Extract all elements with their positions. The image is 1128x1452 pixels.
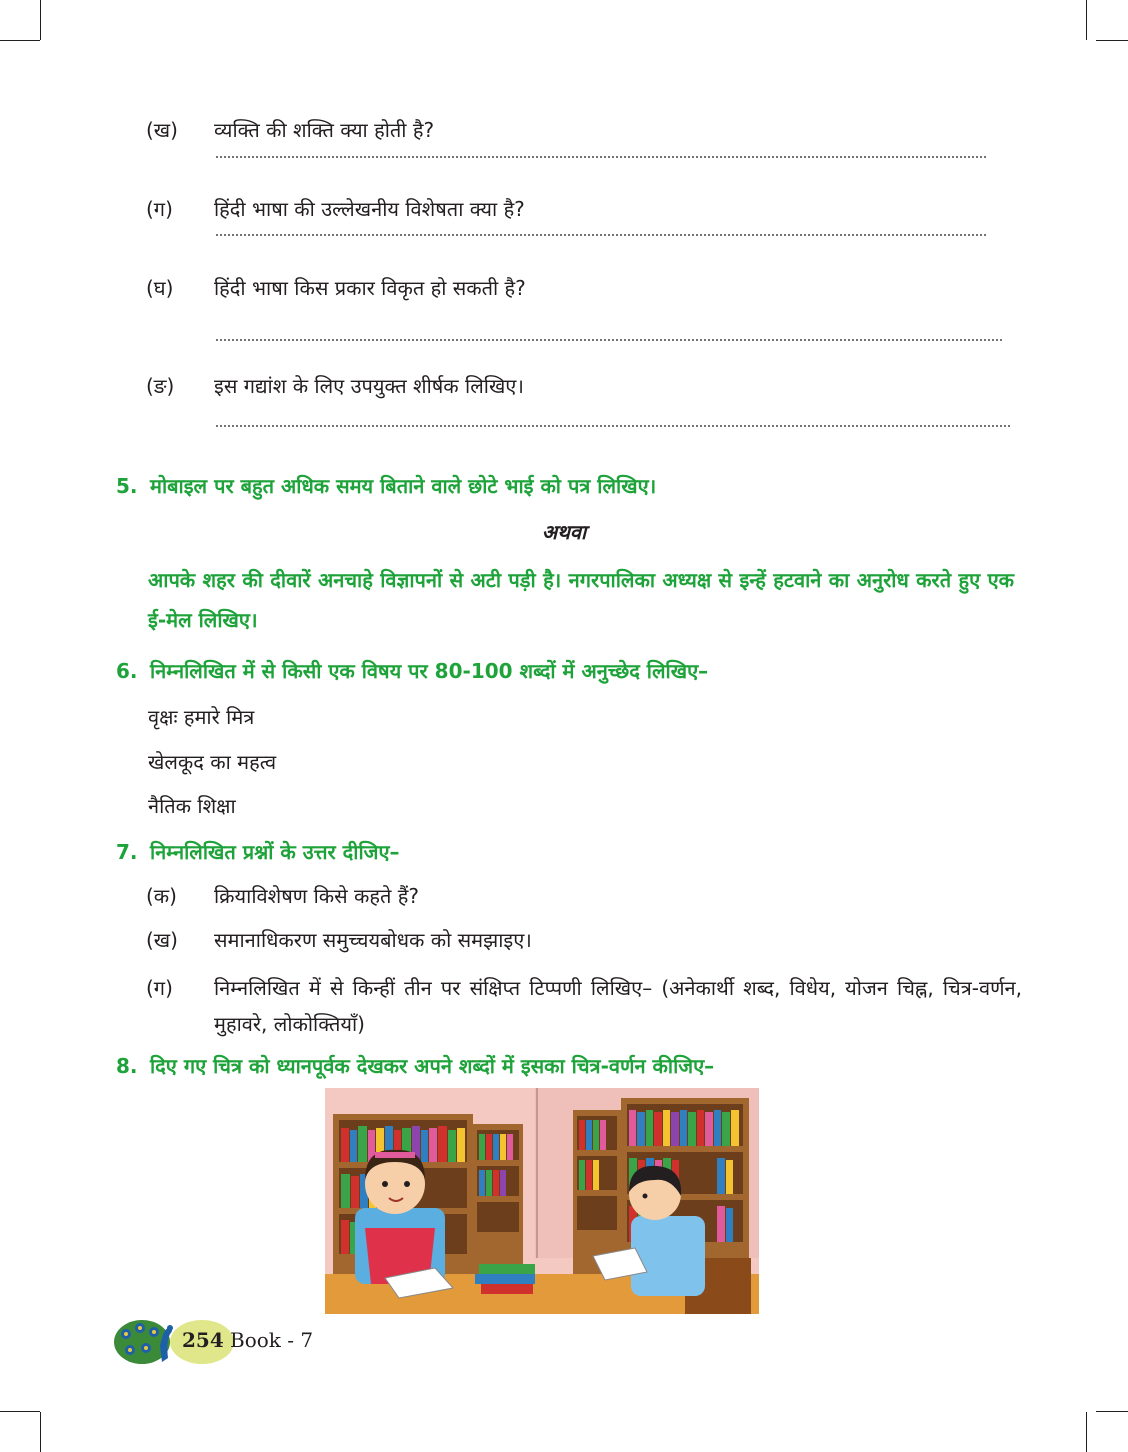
- topic-item: खेलकूद का महत्व: [148, 750, 277, 774]
- question-6: [116, 657, 708, 684]
- answer-line[interactable]: [215, 339, 1003, 341]
- item-text: क्रियाविशेषण किसे कहते हैं?: [214, 884, 419, 908]
- q7-item-ka: [146, 882, 419, 909]
- question-text: मोबाइल पर बहुत अधिक समय बिताने वाले छोटे भाई को पत्र लिखिए।: [150, 474, 657, 498]
- crop-mark: [1096, 1411, 1128, 1412]
- or-label: अथवा: [541, 520, 587, 544]
- page-number: 254: [182, 1328, 224, 1352]
- crop-mark: [40, 0, 41, 40]
- topic-item: नैतिक शिक्षा: [148, 794, 236, 818]
- question-number: 7.: [116, 840, 138, 864]
- book-stack: [475, 1264, 535, 1294]
- crop-mark: [1086, 1412, 1087, 1452]
- question-number: 8.: [116, 1054, 138, 1078]
- item-text: हिंदी भाषा किस प्रकार विकृत हो सकती है?: [214, 276, 526, 300]
- item-text: निम्नलिखित में से किन्हीं तीन पर संक्षिप्त टिप्पणी लिखिए– (अनेकार्थी शब्द, विधेय, योजन चिह्न, चित्र-वर्णन, मुहावरे, लोकोक्तियाँ): [214, 976, 1022, 1036]
- q4-item-kha: [146, 116, 434, 143]
- crop-mark: [0, 40, 40, 41]
- item-label: (घ): [146, 276, 174, 300]
- question-5-alternative: आपके शहर की दीवारें अनचाहे विज्ञापनों से अटी पड़ी है। नगरपालिका अध्यक्ष से इन्हें हटवाने का अनुरोध करते हुए एक ई-मेल लिखिए।: [148, 568, 1014, 632]
- answer-line[interactable]: [215, 156, 987, 158]
- question-number: 5.: [116, 474, 138, 498]
- crop-mark: [0, 1411, 40, 1412]
- item-label: (ख): [146, 928, 178, 952]
- item-text: समानाधिकरण समुच्चयबोधक को समझाइए।: [214, 928, 532, 952]
- q7-item-ga: [146, 970, 1022, 1042]
- crop-mark: [40, 1412, 41, 1452]
- item-label: (ग): [146, 197, 173, 221]
- question-text: निम्नलिखित प्रश्नों के उत्तर दीजिए–: [150, 840, 400, 864]
- answer-line[interactable]: [215, 234, 987, 236]
- question-5: [116, 472, 656, 499]
- item-text: व्यक्ति की शक्ति क्या होती है?: [214, 118, 435, 142]
- item-label: (ङ): [146, 374, 175, 398]
- book-label: Book - 7: [230, 1328, 314, 1352]
- q4-item-ga: [146, 195, 525, 222]
- item-text: इस गद्यांश के लिए उपयुक्त शीर्षक लिखिए।: [214, 374, 524, 398]
- q7-item-kha: [146, 926, 532, 953]
- question-7: [116, 838, 400, 865]
- question-text: दिए गए चित्र को ध्यानपूर्वक देखकर अपने शब्दों में इसका चित्र-वर्णन कीजिए–: [150, 1054, 715, 1078]
- topic-item: वृक्षः हमारे मित्र: [148, 705, 255, 729]
- item-label: (क): [146, 884, 177, 908]
- answer-line[interactable]: [215, 425, 1010, 427]
- q4-item-nga: [146, 372, 524, 399]
- question-8: [116, 1052, 714, 1079]
- library-illustration: [325, 1088, 759, 1314]
- crop-mark: [1096, 40, 1128, 41]
- item-label: (ग): [146, 976, 173, 1000]
- page-footer: [112, 1312, 352, 1368]
- crop-mark: [1086, 0, 1087, 40]
- peacock-icon: [112, 1312, 178, 1368]
- q4-item-gha: [146, 274, 526, 301]
- question-text: निम्नलिखित में से किसी एक विषय पर 80-100 शब्दों में अनुच्छेद लिखिए–: [150, 659, 709, 683]
- item-label: (ख): [146, 118, 178, 142]
- question-number: 6.: [116, 659, 138, 683]
- item-text: हिंदी भाषा की उल्लेखनीय विशेषता क्या है?: [214, 197, 525, 221]
